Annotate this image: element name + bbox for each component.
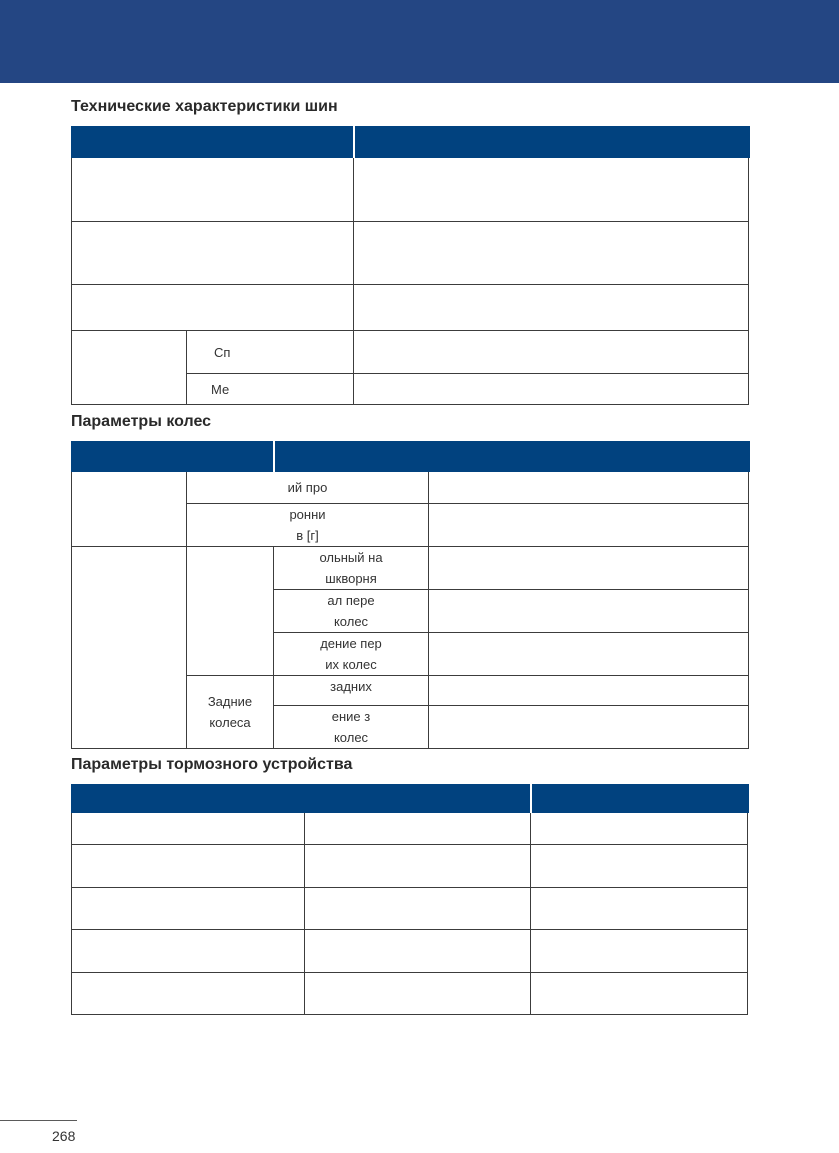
table-header-row [72,127,749,158]
wheel-param-label: дение пер их колес [274,633,429,676]
table-header-row [72,442,749,472]
wheel-params-table [71,441,750,749]
tire-specs-title: Технические характеристики шин [71,98,338,115]
table-row [72,547,749,590]
wheel-param-label: ий про [187,472,429,504]
table-row [72,158,749,222]
wheel-params-title: Параметры колес [71,413,212,430]
table-row [72,331,749,374]
brake-params-table [71,784,749,1015]
tire-row-label: Сп [187,331,354,374]
table-row [72,930,748,973]
table-row [72,813,748,845]
brake-params-title: Параметры тормозного устройства [71,756,353,773]
header-band [0,0,839,83]
wheel-param-label: ал пере колес [274,590,429,633]
footer-divider [0,1120,77,1121]
table-row [72,285,749,331]
table-row [72,973,748,1015]
table-row [72,472,749,504]
table-row [72,222,749,285]
table-header-row [72,785,748,813]
wheel-param-label: задних [274,676,429,706]
tire-specs-table [71,126,750,405]
table-row [72,888,748,930]
wheel-param-label: ение з колес [274,706,429,749]
wheel-param-label: ронни в [г] [187,504,429,547]
rear-wheels-label: Задние колеса [187,676,274,749]
tire-row-label: Ме [187,374,354,405]
wheel-param-label: ольный на шкворня [274,547,429,590]
table-row [72,845,748,888]
page-number: 268 [52,1128,76,1144]
